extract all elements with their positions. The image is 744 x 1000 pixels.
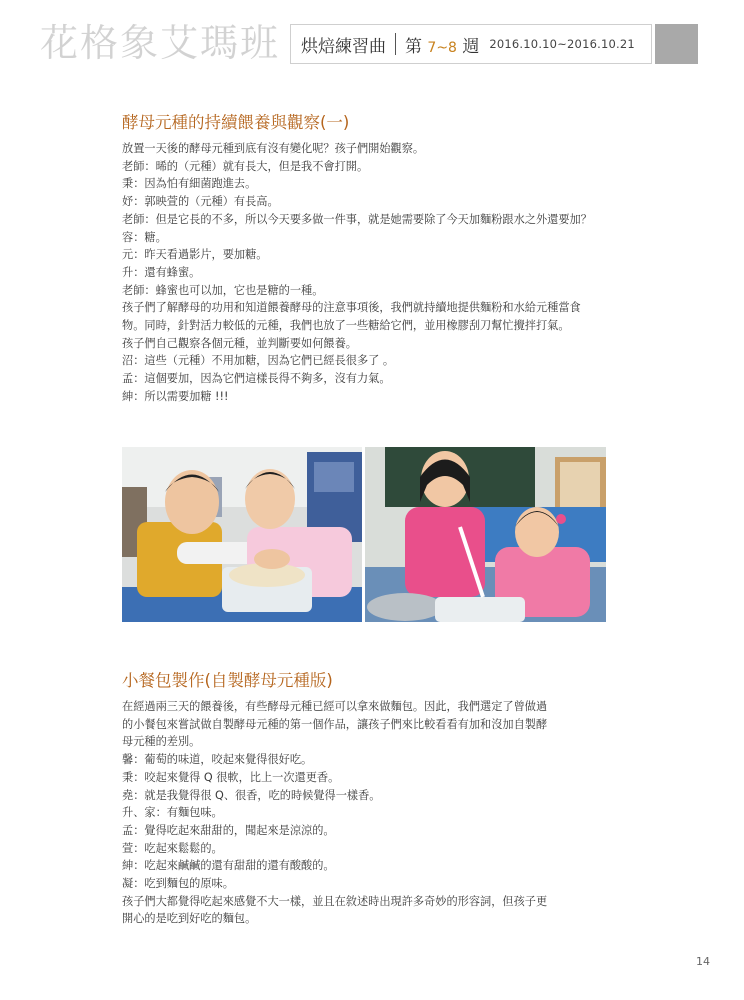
text-line: 的小餐包來嘗試做自製酵母元種的第一個作品，讓孩子們來比較看看有加和沒加自製酵 bbox=[122, 717, 548, 731]
photo-boys-image bbox=[122, 447, 362, 622]
section-yeast-feeding bbox=[122, 112, 662, 406]
text-line: 放置一天後的酵母元種到底有沒有變化呢？孩子們開始觀察。 bbox=[122, 142, 425, 155]
text-line: 老師：蜂蜜也可以加，它也是糖的一種。 bbox=[122, 283, 324, 297]
text-line: 紳：吃起來鹹鹹的還有甜甜的還有酸酸的。 bbox=[122, 859, 335, 873]
page-number: 14 bbox=[696, 955, 710, 968]
text-line: 開心的是吃到好吃的麵包。 bbox=[122, 912, 257, 926]
course-title: 烘焙練習曲 bbox=[301, 36, 386, 57]
text-line: 物。同時，針對活力較低的元種，我們也放了一些糖給它們，並用橡膠刮刀幫忙攪拌打氣。 bbox=[122, 319, 570, 333]
text-line: 升、家：有麵包味。 bbox=[122, 806, 223, 820]
text-line: 孟：這個要加，因為它們這樣長得不夠多，沒有力氣。 bbox=[122, 372, 391, 386]
text-line: 元：昨天看過影片，要加糖。 bbox=[122, 248, 268, 262]
text-line: 老師：晞的（元種）就有長大，但是我不會打開。 bbox=[122, 159, 369, 173]
header-divider bbox=[395, 33, 396, 55]
section-title: 酵母元種的持續餵養與觀察(一) bbox=[122, 113, 350, 132]
text-line: 紳：所以需要加糖 !!! bbox=[122, 389, 229, 403]
text-line: 秉：咬起來覺得 Q 很軟，比上一次還更香。 bbox=[122, 770, 340, 784]
header-accent-block bbox=[655, 24, 698, 64]
photo-girls-mixing bbox=[365, 447, 606, 622]
text-line: 容：糖。 bbox=[122, 230, 167, 244]
section-title: 小餐包製作(自製酵母元種版) bbox=[122, 671, 333, 690]
week-range: 7~8 bbox=[427, 39, 457, 56]
week-prefix: 第 bbox=[405, 36, 428, 57]
text-line: 孩子們大都覺得吃起來感覺不大一樣，並且在敘述時出現許多奇妙的形容詞，但孩子更 bbox=[122, 894, 548, 908]
text-line: 堯：就是我覺得很 Q、很香，吃的時候覺得一樣香。 bbox=[122, 788, 381, 802]
text-line: 母元種的差別。 bbox=[122, 735, 201, 749]
text-line: 在經過兩三天的餵養後，有些酵母元種已經可以拿來做麵包。因此，我們選定了曾做過 bbox=[122, 700, 548, 713]
text-line: 萱：吃起來鬆鬆的。 bbox=[122, 841, 223, 855]
week-suffix: 週 bbox=[456, 36, 480, 57]
text-line: 老師：但是它長的不多，所以今天要多做一件事，就是她需要除了今天加麵粉跟水之外還要加？ bbox=[122, 212, 592, 226]
paragraph-list bbox=[122, 698, 662, 928]
text-line: 馨：葡萄的味道，咬起來覺得很好吃。 bbox=[122, 753, 313, 767]
brand-title: 花格象艾瑪班 bbox=[40, 21, 281, 65]
paragraph-list bbox=[122, 140, 662, 406]
photo-boys-mixing bbox=[122, 447, 362, 622]
text-line: 孟：覺得吃起來甜甜的，聞起來是涼涼的。 bbox=[122, 823, 335, 837]
text-line: 妤：郭映萱的（元種）有長高。 bbox=[122, 195, 279, 209]
photo-girls-image bbox=[365, 447, 606, 622]
week-label bbox=[405, 32, 479, 57]
text-line: 孩子們自己觀察各個元種，並判斷要如何餵養。 bbox=[122, 336, 357, 350]
date-range: 2016.10.10~2016.10.21 bbox=[489, 37, 635, 51]
text-line: 升：還有蜂蜜。 bbox=[122, 265, 201, 279]
text-line: 沼：這些（元種）不用加糖，因為它們已經長很多了 。 bbox=[122, 354, 395, 368]
header-banner bbox=[290, 24, 652, 64]
text-line: 秉：因為怕有細菌跑進去。 bbox=[122, 177, 257, 191]
text-line: 孩子們了解酵母的功用和知道餵養酵母的注意事項後，我們就持續地提供麵粉和水給元種當食 bbox=[122, 301, 581, 315]
text-line: 凝：吃到麵包的原味。 bbox=[122, 877, 234, 891]
section-bread-making bbox=[122, 670, 662, 928]
